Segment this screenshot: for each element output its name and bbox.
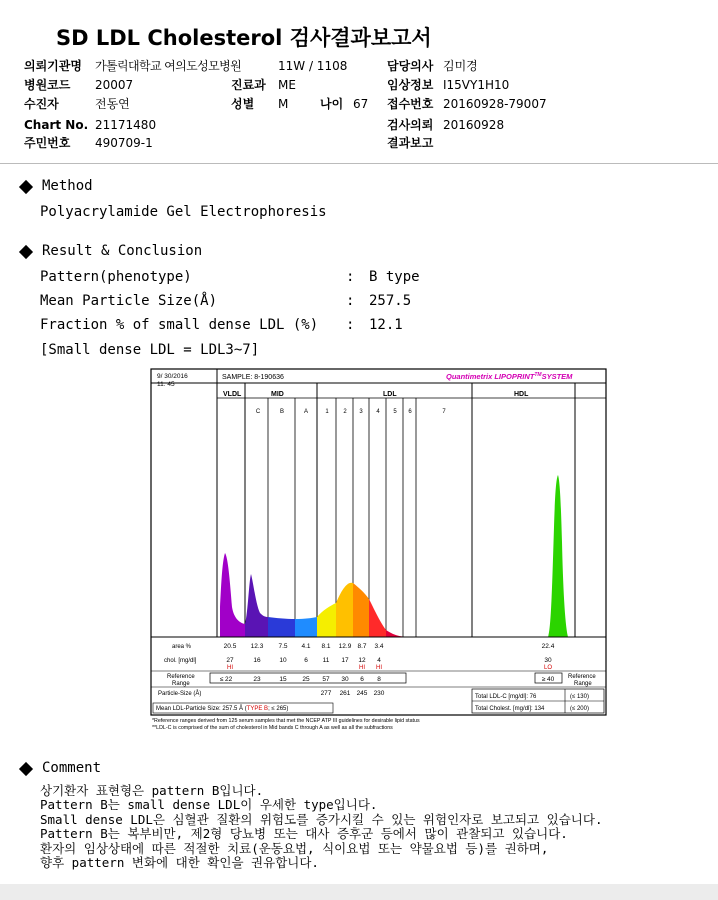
- mid-a-band: [295, 617, 317, 637]
- ref-vldl: ≤ 22: [219, 676, 233, 683]
- value-ward-room: 11W / 1108: [278, 59, 348, 73]
- lipoprint-time: 11: 45: [157, 381, 175, 388]
- chol-ldl2: 17: [341, 657, 349, 664]
- label-chart-no: Chart No.: [24, 118, 89, 132]
- subband-7: 7: [442, 409, 446, 415]
- value-request-date: 20160928: [443, 118, 505, 132]
- chol-ldl4: 4: [377, 657, 381, 664]
- subband-3: 3: [359, 409, 363, 415]
- footnote-ldl-c: **LDL-C is comprised of the sum of cholesterol in Mid bands C through A as well as all the subfractions: [152, 725, 393, 731]
- diamond-bullet-icon: [19, 245, 33, 259]
- report-title: SD LDL Cholesterol 검사결과보고서: [56, 26, 432, 50]
- lipoprint-sample: SAMPLE: 8-190636: [222, 374, 284, 381]
- header-divider: [0, 163, 718, 164]
- area-midC: 12.3: [250, 643, 264, 650]
- ref-ldl3: 6: [360, 676, 364, 683]
- chol-ldl1: 11: [322, 657, 330, 664]
- value-department: ME: [278, 78, 296, 92]
- ref-midC: 23: [253, 676, 261, 683]
- result-value-sdldl-fraction: 12.1: [369, 317, 403, 333]
- total-cholesterol: Total Cholest. [mg/dl]: 134: [475, 706, 545, 712]
- result-label-sdldl-fraction: Fraction % of small dense LDL (%): [40, 317, 319, 333]
- comment-heading: Comment: [42, 760, 102, 776]
- label-sex: 성별: [231, 97, 255, 111]
- subband-6: 6: [408, 409, 412, 415]
- flag-ldl4: HI: [376, 665, 382, 671]
- result-label-mean-size: Mean Particle Size(Å): [40, 293, 218, 309]
- particle-ldl2: 261: [339, 690, 351, 697]
- ref-midB: 15: [279, 676, 287, 683]
- diamond-bullet-icon: [19, 762, 33, 776]
- label-age: 나이: [320, 97, 344, 111]
- label-attending-doctor: 담당의사: [387, 59, 434, 73]
- result-value-mean-size: 257.5: [369, 293, 412, 309]
- result-label-pattern: Pattern(phenotype): [40, 269, 192, 285]
- result-note: [Small dense LDL = LDL3~7]: [40, 342, 260, 358]
- value-hospital-code: 20007: [95, 78, 134, 92]
- chol-label: chol. [mg/dl]: [164, 658, 197, 664]
- group-vldl: VLDL: [223, 391, 242, 398]
- subband-4: 4: [376, 409, 380, 415]
- value-patient-name: 전동연: [95, 97, 130, 111]
- ref-label-2: Range: [172, 681, 190, 687]
- method-heading: Method: [42, 178, 93, 194]
- area-midB: 7.5: [278, 643, 288, 650]
- lipoprint-date: 9/ 30/2016: [157, 373, 188, 380]
- total-ldl-c-ref: (≤ 130): [570, 694, 589, 700]
- lipoprint-report-image: [150, 367, 608, 734]
- lipoprint-brand: Quantimetrix LIPOPRINT™SYSTEM: [446, 372, 573, 381]
- area-ldl2: 12.9: [338, 643, 352, 650]
- ref-hdl: ≥ 40: [541, 676, 555, 683]
- area-label: area %: [172, 644, 192, 650]
- value-accession-number: 20160928-79007: [443, 97, 547, 111]
- label-patient-name: 수진자: [24, 97, 59, 111]
- subband-1: 1: [325, 409, 329, 415]
- ref-right-2: Range: [574, 681, 592, 687]
- value-resident-number: 490709-1: [95, 136, 153, 150]
- comment-line: 상기환자 표현형은 pattern B입니다.: [40, 783, 264, 798]
- subband-C: C: [255, 409, 261, 415]
- label-result-report: 결과보고: [387, 136, 434, 150]
- ref-label-1: Reference: [167, 674, 195, 680]
- area-midA: 4.1: [301, 643, 311, 650]
- chol-ldl3: 12: [358, 657, 366, 664]
- chol-midB: 10: [279, 657, 287, 664]
- mean-ldl-particle-size: Mean LDL-Particle Size: 257.5 Å (TYPE B; ≤ 265): [156, 706, 289, 712]
- footnote-reference-ranges: *Reference ranges derived from 125 serum samples that met the NCEP ATP III guidelines for desirable lipid status: [152, 718, 420, 724]
- comment-line: 환자의 임상상태에 따른 적절한 치료(운동요법, 식이요법 또는 약물요법 등)를 권하며,: [40, 841, 549, 856]
- label-request-date: 검사의뢰: [387, 118, 434, 132]
- particle-size-label: Particle-Size (Å): [158, 691, 202, 697]
- value-chart-no: 21171480: [95, 118, 157, 132]
- area-ldl4: 3.4: [374, 643, 384, 650]
- area-vldl: 20.5: [223, 643, 237, 650]
- particle-ldl3: 245: [356, 690, 368, 697]
- comment-line: Small dense LDL은 심혈관 질환의 위험도를 증가시킬 수 있는 위험인자로 보고되고 있습니다.: [40, 812, 603, 827]
- comment-line: Pattern B는 small dense LDL이 우세한 type입니다.: [40, 797, 378, 812]
- result-sep: :: [346, 317, 355, 333]
- flag-vldl: HI: [227, 665, 233, 671]
- chol-midA: 6: [304, 657, 308, 664]
- flag-hdl: LO: [543, 665, 553, 671]
- bottom-margin: [0, 884, 718, 900]
- ref-ldl4: 8: [377, 676, 381, 683]
- group-ldl: LDL: [383, 391, 397, 398]
- comment-line: Pattern B는 복부비만, 제2형 당뇨병 또는 대사 증후군 등에서 많이 관찰되고 있습니다.: [40, 826, 568, 841]
- value-requesting-institution: 가톨릭대학교 여의도성모병원: [95, 59, 242, 73]
- label-clinical-info: 임상정보: [387, 78, 434, 92]
- chol-midC: 16: [253, 657, 261, 664]
- label-hospital-code: 병원코드: [24, 78, 71, 92]
- subband-2: 2: [343, 409, 347, 415]
- diamond-bullet-icon: [19, 180, 33, 194]
- group-hdl: HDL: [514, 391, 529, 398]
- chol-hdl: 30: [544, 657, 552, 664]
- ref-ldl2: 30: [341, 676, 349, 683]
- subband-B: B: [279, 409, 285, 415]
- comment-line: 향후 pattern 변화에 대한 확인을 권유합니다.: [40, 855, 319, 870]
- value-attending-doctor: 김미경: [443, 59, 478, 73]
- ref-right-1: Reference: [568, 674, 596, 680]
- subband-5: 5: [393, 409, 397, 415]
- value-clinical-info: I15VY1H10: [443, 78, 510, 92]
- label-accession-number: 접수번호: [387, 97, 434, 111]
- result-value-pattern: B type: [369, 269, 420, 285]
- particle-ldl4: 230: [373, 690, 385, 697]
- flag-ldl3: HI: [359, 665, 365, 671]
- mid-b-band: [268, 617, 295, 637]
- value-age: 67: [353, 97, 369, 111]
- area-hdl: 22.4: [541, 643, 555, 650]
- method-text: Polyacrylamide Gel Electrophoresis: [40, 204, 327, 220]
- result-sep: :: [346, 293, 355, 309]
- result-heading: Result & Conclusion: [42, 243, 203, 259]
- area-ldl1: 8.1: [321, 643, 331, 650]
- subband-A: A: [303, 409, 309, 415]
- label-department: 진료과: [231, 78, 266, 92]
- total-ldl-c: Total LDL-C [mg/dl]: 76: [475, 694, 537, 700]
- result-sep: :: [346, 269, 355, 285]
- report-header: [24, 58, 704, 152]
- ref-ldl1: 57: [322, 676, 330, 683]
- particle-ldl1: 277: [320, 690, 332, 697]
- label-resident-number: 주민번호: [24, 136, 71, 150]
- label-requesting-institution: 의뢰기관명: [24, 59, 82, 73]
- group-mid: MID: [271, 391, 284, 398]
- value-sex: M: [278, 97, 289, 111]
- total-cholesterol-ref: (≤ 200): [570, 706, 589, 712]
- chol-vldl: 27: [226, 657, 234, 664]
- area-ldl3: 8.7: [357, 643, 367, 650]
- ref-midA: 25: [302, 676, 310, 683]
